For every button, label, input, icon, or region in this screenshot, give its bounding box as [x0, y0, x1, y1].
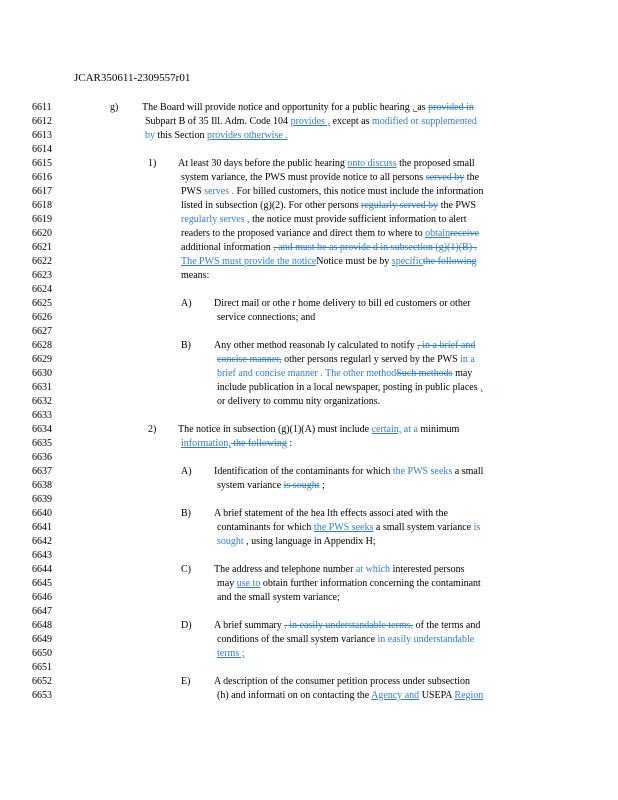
text-line: [181, 186, 483, 198]
text-segment: ;: [319, 480, 325, 491]
line-number: 6629: [32, 354, 52, 365]
text-line: [181, 228, 479, 240]
deleted-text: is sought: [283, 480, 320, 491]
list-label: [181, 620, 192, 632]
line-number: 6617: [32, 186, 52, 197]
text-segment: conditions of the small system variance: [217, 634, 378, 645]
text-line: [181, 438, 292, 450]
text-segment: A brief summary: [214, 620, 285, 631]
text-line: [217, 312, 315, 324]
line-number: 6627: [32, 326, 52, 337]
inserted-text: terms ;: [217, 648, 245, 659]
text-segment: The Board will provide notice and opportunity for a public hearing: [142, 102, 413, 113]
text-segment: readers to the proposed variance and direct them to where to: [181, 228, 426, 239]
text-line: [217, 690, 483, 702]
text-segment: E): [181, 676, 191, 687]
text-line: [217, 354, 475, 366]
inserted-text: information,: [181, 438, 231, 449]
text-line: [217, 382, 483, 394]
list-label: [110, 102, 118, 114]
deleted-text: provided in: [428, 102, 474, 113]
line-number: 6651: [32, 662, 52, 673]
text-segment: may: [452, 368, 473, 379]
text-line: [181, 200, 476, 212]
text-segment: Notice must be by: [316, 256, 392, 267]
text-segment: obtain further information concerning the contaminant: [260, 578, 481, 589]
list-label: [181, 298, 192, 310]
line-number: 6631: [32, 382, 52, 393]
text-line: [214, 466, 483, 478]
text-line: [217, 648, 245, 660]
line-number: 6643: [32, 550, 52, 561]
text-segment: For billed customers, this notice must include the information: [234, 186, 484, 197]
text-segment: except as: [330, 116, 372, 127]
text-line: [145, 116, 477, 128]
text-segment: A brief statement of the hea lth effects associ ated with the: [214, 508, 448, 519]
line-number: 6638: [32, 480, 52, 491]
text-line: [217, 592, 340, 604]
text-line: [214, 340, 475, 352]
line-number: 6634: [32, 424, 52, 435]
text-segment: 2): [148, 424, 157, 435]
inserted-text: the PWS seeks: [392, 466, 453, 477]
text-segment: Identification of the contaminants for which: [214, 466, 393, 477]
text-segment: D): [181, 620, 192, 631]
line-number: 6623: [32, 270, 52, 281]
text-segment: B): [181, 340, 191, 351]
inserted-text: at a: [401, 424, 418, 435]
line-number: 6639: [32, 494, 52, 505]
line-number: 6630: [32, 368, 52, 379]
text-segment: The notice in subsection (g)(1)(A) must include: [178, 424, 372, 435]
text-line: [217, 396, 380, 408]
inserted-text: ,: [412, 102, 418, 113]
line-number: 6650: [32, 648, 52, 659]
line-number: 6647: [32, 606, 52, 617]
deleted-text: , in a brief and: [417, 340, 476, 351]
text-segment: and the small system variance;: [217, 592, 340, 603]
inserted-text: modified or supplemented: [371, 116, 477, 127]
inserted-text: sought: [217, 536, 244, 547]
text-segment: , using language in Appendix H;: [243, 536, 376, 547]
text-segment: PWS: [181, 186, 205, 197]
text-segment: means:: [181, 270, 210, 281]
list-label: [181, 508, 191, 520]
deleted-text: served by: [425, 172, 465, 183]
text-line: [217, 578, 481, 590]
inserted-text: onto discuss: [347, 158, 397, 169]
inserted-text: serves .: [204, 186, 235, 197]
text-segment: :: [286, 438, 293, 449]
deleted-text: regularly served by: [360, 200, 439, 211]
deleted-text: Such methods: [396, 368, 453, 379]
text-line: [214, 564, 465, 576]
text-line: [181, 242, 477, 254]
text-line: [142, 102, 474, 114]
line-number: 6620: [32, 228, 52, 239]
inserted-text: Agency and: [371, 690, 420, 701]
line-number: 6625: [32, 298, 52, 309]
inserted-text: in easily understandable: [377, 634, 475, 645]
line-number: 6633: [32, 410, 52, 421]
text-segment: At least 30 days before the public hearing: [178, 158, 348, 169]
text-segment: Direct mail or othe r home delivery to bill ed customers or other: [214, 298, 471, 309]
line-number: 6637: [32, 466, 52, 477]
inserted-text: at which: [355, 564, 391, 575]
deleted-text: the following: [422, 256, 477, 267]
text-line: [214, 508, 448, 520]
text-line: [217, 522, 480, 534]
deleted-text: , in easily understandable terms,: [284, 620, 414, 631]
line-number: 6644: [32, 564, 52, 575]
list-label: [181, 340, 191, 352]
line-number: 6645: [32, 578, 52, 589]
inserted-text: brief and concise manner . The other method: [217, 368, 397, 379]
text-segment: service connections; and: [217, 312, 316, 323]
text-segment: contaminants for which: [217, 522, 314, 533]
inserted-text: the PWS seeks: [313, 522, 374, 533]
text-segment: (h) and informati on on contacting the: [217, 690, 372, 701]
text-segment: as: [417, 102, 429, 113]
text-segment: this Section: [155, 130, 207, 141]
inserted-text: use to: [236, 578, 261, 589]
text-line: [214, 620, 480, 632]
text-line: [178, 158, 475, 170]
line-number: 6648: [32, 620, 52, 631]
list-label: [181, 676, 190, 688]
text-segment: Any other method reasonab ly calculated to notify: [214, 340, 418, 351]
line-number: 6640: [32, 508, 52, 519]
line-number: 6628: [32, 340, 52, 351]
text-line: [217, 536, 376, 548]
text-segment: other persons regularl y served by the PWS: [281, 354, 461, 365]
text-line: [181, 256, 477, 268]
inserted-text: provides ,: [290, 116, 331, 127]
list-label: [148, 158, 156, 170]
line-number: 6622: [32, 256, 52, 267]
text-segment: minimum: [417, 424, 460, 435]
text-segment: g): [110, 102, 119, 113]
inserted-text: in a: [460, 354, 475, 365]
line-number: 6635: [32, 438, 52, 449]
line-number: 6615: [32, 158, 52, 169]
text-segment: A): [181, 466, 192, 477]
inserted-text: specific: [391, 256, 423, 267]
line-number: 6652: [32, 676, 52, 687]
text-segment: 1): [148, 158, 157, 169]
inserted-text: obtain: [425, 228, 451, 239]
text-segment: B): [181, 508, 191, 519]
text-segment: the: [464, 172, 480, 183]
line-number: 6653: [32, 690, 52, 701]
text-line: [214, 298, 471, 310]
text-segment: the proposed small: [396, 158, 475, 169]
line-number: 6624: [32, 284, 52, 295]
text-segment: listed in subsection (g)(2). For other persons: [181, 200, 361, 211]
line-number: 6649: [32, 634, 52, 645]
text-line: [217, 634, 474, 646]
line-number: 6618: [32, 200, 52, 211]
text-segment: A description of the consumer petition process under subsection: [214, 676, 471, 687]
text-segment: the notice must provide sufficient information to alert: [249, 214, 467, 225]
list-label: [148, 424, 156, 436]
inserted-text: The PWS must provide the notice: [181, 256, 317, 267]
text-line: [181, 172, 479, 184]
line-number: 6611: [32, 102, 52, 113]
text-segment: may: [217, 578, 237, 589]
inserted-text: certain,: [371, 424, 402, 435]
line-number: 6616: [32, 172, 52, 183]
line-number: 6612: [32, 116, 52, 127]
text-segment: or delivery to commu nity organizations.: [217, 396, 381, 407]
line-number: 6613: [32, 130, 52, 141]
line-number: 6646: [32, 592, 52, 603]
text-segment: Subpart B of 35 Ill. Adm. Code 104: [145, 116, 291, 127]
text-line: [217, 368, 472, 380]
text-segment: A): [181, 298, 192, 309]
line-number: 6621: [32, 242, 52, 253]
line-number: 6642: [32, 536, 52, 547]
text-segment: a small system variance: [373, 522, 474, 533]
inserted-text: is: [473, 522, 481, 533]
text-segment: The address and telephone number: [214, 564, 356, 575]
inserted-text: Region: [454, 690, 484, 701]
text-segment: additional information: [181, 242, 274, 253]
deleted-text: receive: [450, 228, 479, 239]
text-segment: a small: [452, 466, 484, 477]
text-segment: interested persons: [390, 564, 465, 575]
line-number: 6626: [32, 312, 52, 323]
line-number: 6636: [32, 452, 52, 463]
list-label: [181, 466, 192, 478]
document-id: JCAR350611-2309557r01: [74, 72, 191, 84]
text-segment: include publication in a local newspaper, posting in public places: [217, 382, 481, 393]
inserted-text: ,: [480, 382, 483, 393]
deleted-text: the following: [230, 438, 287, 449]
deleted-text: , and must be as provide d in subsection (g)(1)(B) .: [273, 242, 478, 253]
text-line: [178, 424, 459, 436]
text-segment: USEPA: [419, 690, 455, 701]
text-segment: the PWS: [438, 200, 476, 211]
inserted-text: regularly serves ,: [181, 214, 250, 225]
list-label: [181, 564, 191, 576]
line-number: 6619: [32, 214, 52, 225]
text-line: [217, 480, 325, 492]
inserted-text: provides otherwise .: [206, 130, 288, 141]
line-number: 6632: [32, 396, 52, 407]
inserted-text: by: [145, 130, 155, 141]
text-line: [214, 676, 470, 688]
line-number: 6641: [32, 522, 52, 533]
deleted-text: concise manner,: [217, 354, 282, 365]
text-segment: C): [181, 564, 191, 575]
text-line: [181, 214, 467, 226]
text-line: [145, 130, 288, 142]
text-segment: system variance: [217, 480, 284, 491]
line-number: 6614: [32, 144, 52, 155]
text-segment: of the terms and: [413, 620, 481, 631]
text-line: [181, 270, 209, 282]
text-segment: system variance, the PWS must provide notice to all persons: [181, 172, 426, 183]
